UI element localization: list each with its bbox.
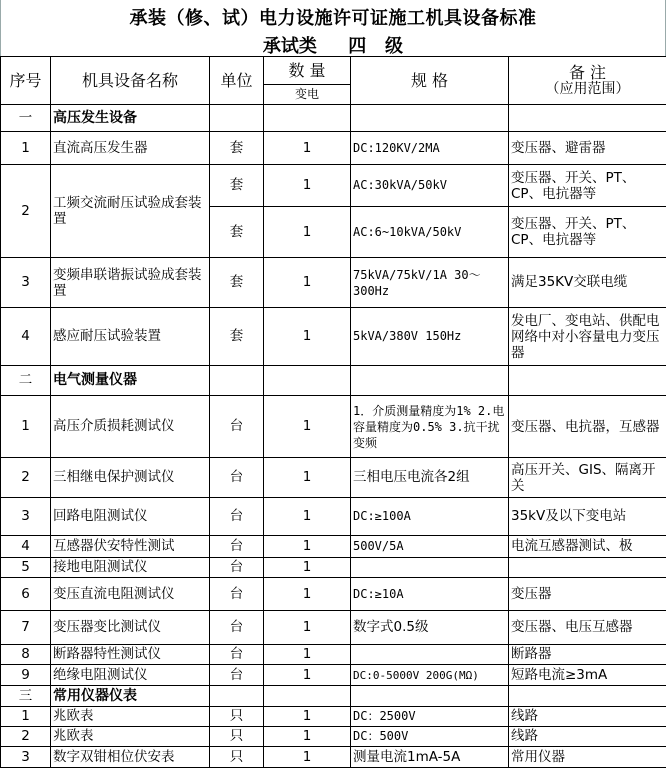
header-qty: [264, 57, 351, 105]
table-row: [1, 747, 666, 768]
row-spec: DC：500V: [351, 727, 509, 747]
row-unit: 套: [210, 165, 264, 207]
row-unit: 只: [210, 747, 264, 768]
row-spec: DC:≥10A: [351, 578, 509, 611]
row-no: 9: [1, 665, 51, 686]
row-qty: 1: [264, 558, 351, 578]
section-title: 高压发生设备: [51, 105, 210, 132]
row-name: 高压介质损耗测试仪: [51, 396, 210, 458]
row-remark: 发电厂、变电站、供配电网络中对小容量电力变压器: [509, 308, 666, 366]
table-row: [1, 707, 666, 727]
table-header-row: [1, 57, 666, 105]
row-name: 工频交流耐压试验成套装置: [51, 165, 210, 258]
row-name: 三相继电保护测试仪: [51, 458, 210, 498]
table-row: [1, 665, 666, 686]
row-unit: 套: [210, 207, 264, 258]
table-row: [1, 645, 666, 665]
section-no: 一: [1, 105, 51, 132]
header-no: 序号: [1, 57, 51, 105]
row-name: 互感器伏安特性测试: [51, 536, 210, 558]
table-row: [1, 558, 666, 578]
header-remark-line2: （应用范围）: [545, 80, 630, 97]
row-spec: 500V/5A: [351, 536, 509, 558]
row-no: 2: [1, 458, 51, 498]
row-spec: DC:120KV/2MA: [351, 132, 509, 165]
row-unit: 台: [210, 645, 264, 665]
section-row: [1, 366, 666, 396]
row-spec: AC:6~10kVA/50kV: [351, 207, 509, 258]
row-unit: 台: [210, 611, 264, 645]
row-qty: 1: [264, 536, 351, 558]
row-spec: 数字式0.5级: [351, 611, 509, 645]
row-remark: 高压开关、GIS、隔离开关: [509, 458, 666, 498]
row-no: 1: [1, 707, 51, 727]
row-unit: 只: [210, 707, 264, 727]
row-no: 6: [1, 578, 51, 611]
section-row: [1, 105, 666, 132]
row-spec: DC:0-5000V 200G(MΩ): [351, 665, 509, 686]
row-qty: 1: [264, 498, 351, 536]
row-name: 变频串联谐振试验成套装置: [51, 258, 210, 308]
table-row: [1, 396, 666, 458]
row-no: 2: [1, 727, 51, 747]
table-row: [1, 308, 666, 366]
table-row: [1, 536, 666, 558]
section-row: [1, 686, 666, 707]
row-qty: 1: [264, 611, 351, 645]
row-name: 接地电阻测试仪: [51, 558, 210, 578]
row-remark: 35kV及以下变电站: [509, 498, 666, 536]
row-spec: 测量电流1mA-5A: [351, 747, 509, 768]
row-remark: 变压器、电抗器，互感器: [509, 396, 666, 458]
row-qty: 1: [264, 132, 351, 165]
row-unit: 台: [210, 536, 264, 558]
row-spec: [351, 558, 509, 578]
section-title: 常用仪器仪表: [51, 686, 210, 707]
row-name: 直流高压发生器: [51, 132, 210, 165]
row-remark: [509, 558, 666, 578]
row-name: 感应耐压试验装置: [51, 308, 210, 366]
row-remark: 常用仪器: [509, 747, 666, 768]
row-unit: 台: [210, 665, 264, 686]
table-row: [1, 578, 666, 611]
row-no: 4: [1, 308, 51, 366]
row-no: 3: [1, 498, 51, 536]
row-unit: 台: [210, 458, 264, 498]
table-row: [1, 165, 666, 207]
row-qty: 1: [264, 645, 351, 665]
table-row: [1, 498, 666, 536]
row-unit: 套: [210, 132, 264, 165]
row-remark: 变压器、开关、PT、CP、电抗器等: [509, 165, 666, 207]
row-qty: 1: [264, 578, 351, 611]
row-unit: 套: [210, 308, 264, 366]
row-spec: AC:30kVA/50kV: [351, 165, 509, 207]
header-name: 机具设备名称: [51, 57, 210, 105]
table-row: [1, 727, 666, 747]
row-name: 数字双钳相位伏安表: [51, 747, 210, 768]
row-unit: 台: [210, 578, 264, 611]
row-name: 变压直流电阻测试仪: [51, 578, 210, 611]
row-no: 3: [1, 258, 51, 308]
row-remark: 变压器、避雷器: [509, 132, 666, 165]
row-no: 4: [1, 536, 51, 558]
row-qty: 1: [264, 396, 351, 458]
row-name: 回路电阻测试仪: [51, 498, 210, 536]
title-line-2: 承试类 四 级: [262, 36, 404, 57]
row-remark: 电流互感器测试、极: [509, 536, 666, 558]
header-unit: 单位: [210, 57, 264, 105]
row-qty: 1: [264, 727, 351, 747]
row-unit: 只: [210, 727, 264, 747]
row-spec: DC：2500V: [351, 707, 509, 727]
table-row: [1, 611, 666, 645]
row-spec: DC:≥100A: [351, 498, 509, 536]
row-name: 变压器变比测试仪: [51, 611, 210, 645]
row-remark: 变压器: [509, 578, 666, 611]
section-no: 三: [1, 686, 51, 707]
section-no: 二: [1, 366, 51, 396]
row-no: 3: [1, 747, 51, 768]
row-no: 5: [1, 558, 51, 578]
row-remark: 线路: [509, 727, 666, 747]
header-qty-sub: 变电: [294, 87, 319, 101]
row-qty: 1: [264, 458, 351, 498]
table-row: [1, 258, 666, 308]
row-qty: 1: [264, 665, 351, 686]
header-remark-line1: 备 注: [568, 62, 607, 82]
row-remark: 变压器、电压互感器: [509, 611, 666, 645]
header-remark: [509, 57, 666, 105]
row-unit: 台: [210, 498, 264, 536]
row-remark: 断路器: [509, 645, 666, 665]
row-spec: 三相电压电流各2组: [351, 458, 509, 498]
row-qty: 1: [264, 165, 351, 207]
row-no: 2: [1, 165, 51, 258]
row-remark: 线路: [509, 707, 666, 727]
row-name: 断路器特性测试仪: [51, 645, 210, 665]
row-unit: 台: [210, 396, 264, 458]
row-name: 绝缘电阻测试仪: [51, 665, 210, 686]
section-title: 电气测量仪器: [51, 366, 210, 396]
row-unit: 台: [210, 558, 264, 578]
row-spec: 5kVA/380V 150Hz: [351, 308, 509, 366]
row-remark: 满足35KV交联电缆: [509, 258, 666, 308]
row-qty: 1: [264, 747, 351, 768]
table-row: [1, 132, 666, 165]
row-remark: 短路电流≥3mA: [509, 665, 666, 686]
row-spec: [351, 645, 509, 665]
row-name: 兆欧表: [51, 707, 210, 727]
row-qty: 1: [264, 207, 351, 258]
row-spec: 75kVA/75kV/1A 30～300Hz: [351, 258, 509, 308]
equipment-table: [0, 56, 666, 768]
header-qty-label: 数 量: [264, 58, 351, 85]
row-spec: 1．介质测量精度为1% 2.电容量精度为0.5% 3.抗干扰变频: [351, 396, 509, 458]
row-no: 1: [1, 132, 51, 165]
row-no: 1: [1, 396, 51, 458]
row-remark: 变压器、开关、PT、CP、电抗器等: [509, 207, 666, 258]
row-qty: 1: [264, 308, 351, 366]
row-no: 8: [1, 645, 51, 665]
row-no: 7: [1, 611, 51, 645]
row-name: 兆欧表: [51, 727, 210, 747]
title-line-1: 承装（修、试）电力设施许可证施工机具设备标准: [129, 8, 537, 29]
row-unit: 套: [210, 258, 264, 308]
row-qty: 1: [264, 258, 351, 308]
table-row: [1, 458, 666, 498]
row-qty: 1: [264, 707, 351, 727]
header-spec: 规 格: [351, 57, 509, 105]
document-title: [0, 0, 666, 56]
